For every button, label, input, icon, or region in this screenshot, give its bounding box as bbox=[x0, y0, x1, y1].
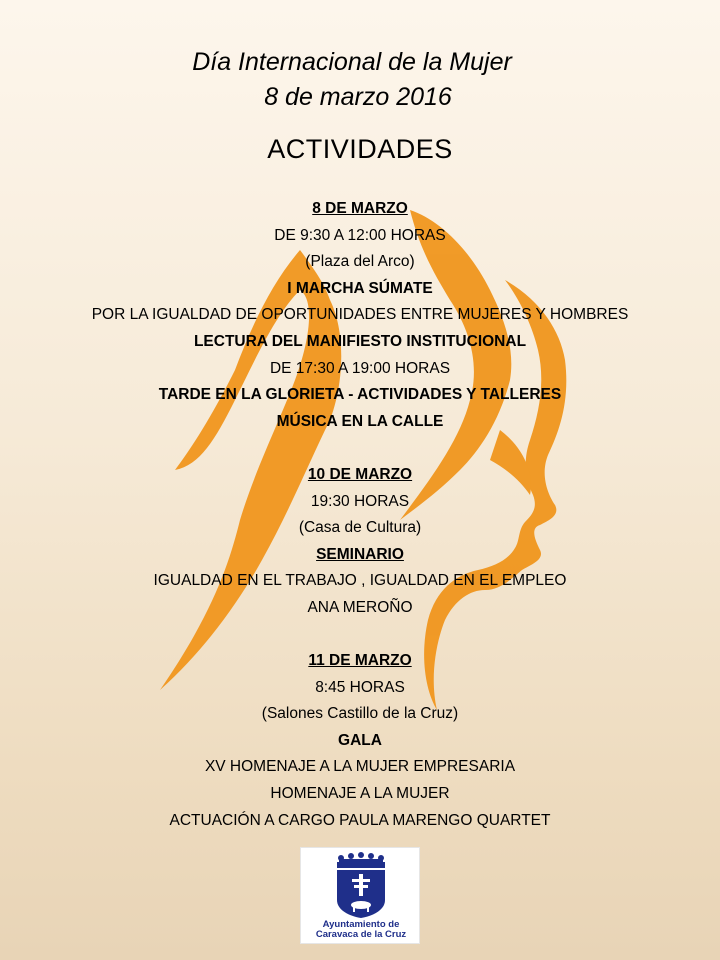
activity-title: I MARCHA SÚMATE bbox=[287, 279, 433, 297]
ayuntamiento-logo bbox=[300, 847, 420, 944]
activities-heading: ACTIVIDADES bbox=[267, 134, 453, 164]
time-range: DE 9:30 A 12:00 HORAS bbox=[274, 226, 446, 244]
logo-text-line1: Ayuntamiento de bbox=[322, 919, 400, 930]
page-title: Día Internacional de la Mujer bbox=[192, 48, 512, 76]
venue: (Salones Castillo de la Cruz) bbox=[261, 705, 459, 723]
day-block-8-marzo bbox=[0, 196, 720, 435]
venue: (Plaza del Arco) bbox=[305, 253, 415, 271]
time: 19:30 HORAS bbox=[310, 492, 410, 510]
activity-title: SEMINARIO bbox=[316, 545, 404, 563]
time: 8:45 HORAS bbox=[315, 678, 405, 696]
activity-description: IGUALDAD EN EL TRABAJO , IGUALDAD EN EL EMPLEO bbox=[153, 572, 567, 590]
spacer bbox=[0, 622, 720, 649]
day-block-11-marzo bbox=[0, 648, 720, 834]
schedule bbox=[0, 196, 720, 834]
day-date: 10 DE MARZO bbox=[307, 465, 413, 483]
activity-description: POR LA IGUALDAD DE OPORTUNIDADES ENTRE MUJERES Y HOMBRES bbox=[91, 306, 629, 324]
logo-text-line2: Caravaca de la Cruz bbox=[315, 929, 407, 940]
speaker-name: ANA MEROÑO bbox=[307, 598, 413, 616]
day-date: 11 DE MARZO bbox=[308, 652, 412, 670]
day-date: 8 DE MARZO bbox=[312, 200, 408, 217]
venue: (Casa de Cultura) bbox=[298, 519, 422, 537]
event-date: 8 de marzo 2016 bbox=[264, 83, 452, 111]
activity-title: MÚSICA EN LA CALLE bbox=[276, 412, 444, 430]
coat-of-arms-icon bbox=[301, 848, 421, 920]
activity-title: GALA bbox=[338, 731, 382, 749]
activity-title: LECTURA DEL MANIFIESTO INSTITUCIONAL bbox=[193, 332, 527, 350]
spacer bbox=[0, 435, 720, 462]
activity-description: ACTUACIÓN A CARGO PAULA MARENGO QUARTET bbox=[169, 811, 551, 829]
time-range: DE 17:30 A 19:00 HORAS bbox=[269, 359, 451, 377]
activity-title: TARDE EN LA GLORIETA - ACTIVIDADES Y TALLERES bbox=[158, 386, 562, 404]
activity-description: HOMENAJE A LA MUJER bbox=[270, 785, 450, 803]
activity-description: XV HOMENAJE A LA MUJER EMPRESARIA bbox=[204, 758, 516, 776]
day-block-10-marzo bbox=[0, 462, 720, 622]
